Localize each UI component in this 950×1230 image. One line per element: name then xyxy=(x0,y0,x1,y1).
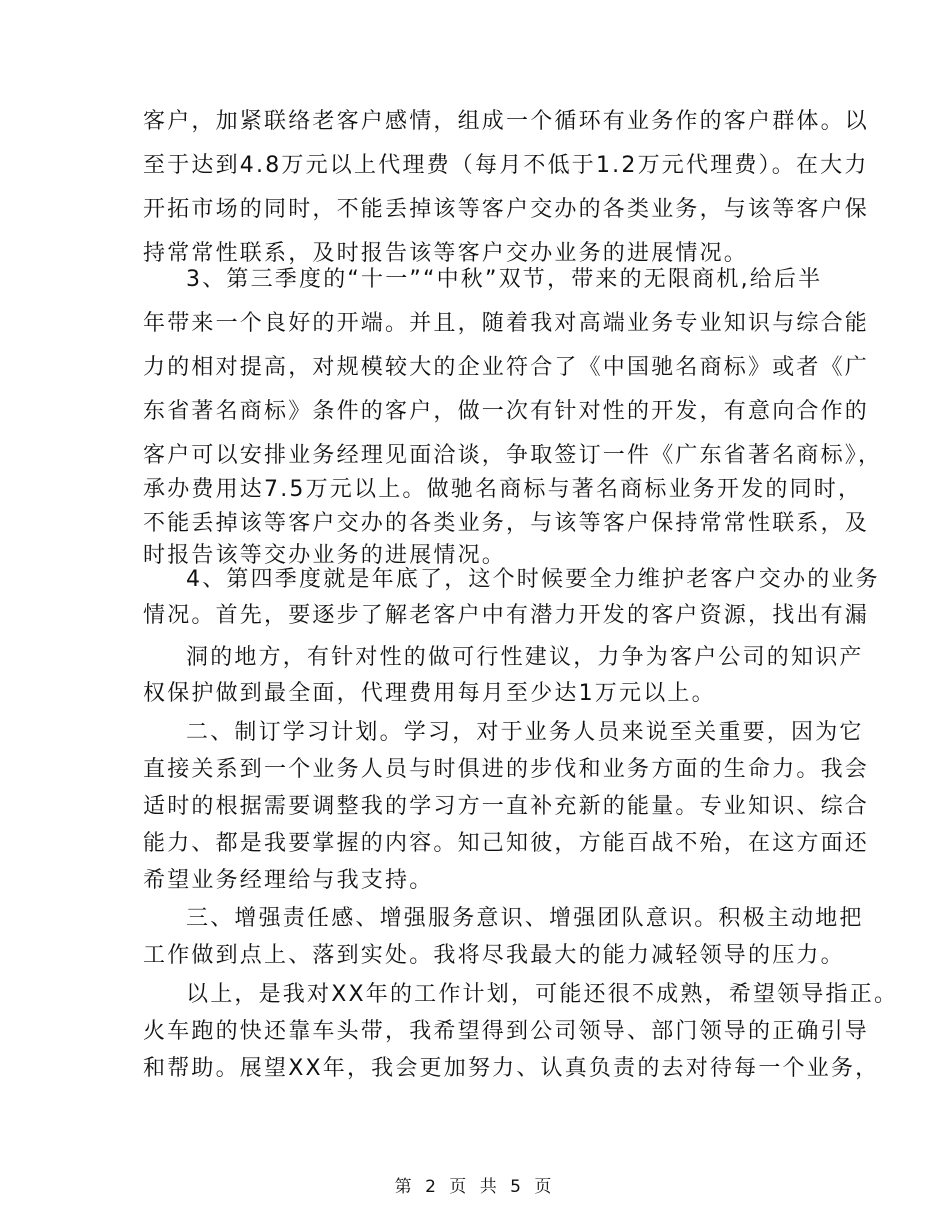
text-line: 承办费用达7.5万元以上。做驰名商标与著名商标业务开发的同时， xyxy=(143,477,863,502)
text-line: 力的相对提高，对规模较大的企业符合了《中国驰名商标》或者《广 xyxy=(143,355,870,380)
text-line: 直接关系到一个业务人员与时俱进的步伐和业务方面的生命力。我会 xyxy=(143,757,870,782)
text-line: 洞的地方，有针对性的做可行性建议，力争为客户公司的知识产 xyxy=(186,645,864,670)
text-line: 至于达到4.8万元以上代理费（每月不低于1.2万元代理费）。在大力 xyxy=(143,153,869,178)
text-line: 二、制订学习计划。学习，对于业务人员来说至关重要，因为它 xyxy=(186,720,864,745)
text-line: 3、第三季度的“十一”“中秋”双节，带来的无限商机,给后半 xyxy=(186,267,823,292)
text-line: 工作做到点上、落到实处。我将尽我最大的能力减轻领导的压力。 xyxy=(143,943,845,968)
text-line: 持常常性联系，及时报告该等客户交办业务的进展情况。 xyxy=(143,241,749,266)
page-number-footer: 第 2 页 共 5 页 xyxy=(394,1177,556,1197)
text-line: 4、第四季度就是年底了，这个时候要全力维护老客户交办的业务 xyxy=(186,567,880,592)
text-line: 火车跑的快还靠车头带，我希望得到公司领导、部门领导的正确引导 xyxy=(143,1019,870,1044)
text-line: 东省著名商标》条件的客户，做一次有针对性的开发，有意向合作的 xyxy=(143,399,870,424)
text-line: 开拓市场的同时，不能丢掉该等客户交办的各类业务，与该等客户保 xyxy=(143,197,870,222)
text-line: 客户，加紧联络老客户感情，组成一个循环有业务作的客户群体。以 xyxy=(143,109,870,134)
text-line: 客户可以安排业务经理见面洽谈，争取签订一件《广东省著名商标》， xyxy=(143,443,883,468)
text-line: 不能丢掉该等客户交办的各类业务，与该等客户保持常常性联系，及 xyxy=(143,511,870,536)
text-line: 能力、都是我要掌握的内容。知己知彼，方能百战不殆，在这方面还 xyxy=(143,831,870,856)
text-line: 希望业务经理给与我支持。 xyxy=(143,868,434,893)
text-line: 适时的根据需要调整我的学习方一直补充新的能量。专业知识、综合 xyxy=(143,794,870,819)
text-line: 和帮助。展望XX年，我会更加努力、认真负责的去对待每一个业务， xyxy=(143,1056,880,1081)
text-line: 年带来一个良好的开端。并且，随着我对高端业务专业知识与综合能 xyxy=(143,311,870,336)
text-line: 以上，是我对XX年的工作计划，可能还很不成熟，希望领导指正。 xyxy=(186,982,899,1007)
text-line: 三、增强责任感、增强服务意识、增强团队意识。积极主动地把 xyxy=(186,906,864,931)
text-line: 时报告该等交办业务的进展情况。 xyxy=(143,543,507,568)
text-line: 权保护做到最全面，代理费用每月至少达1万元以上。 xyxy=(143,681,716,706)
text-line: 情况。首先，要逐步了解老客户中有潜力开发的客户资源，找出有漏 xyxy=(143,603,870,628)
